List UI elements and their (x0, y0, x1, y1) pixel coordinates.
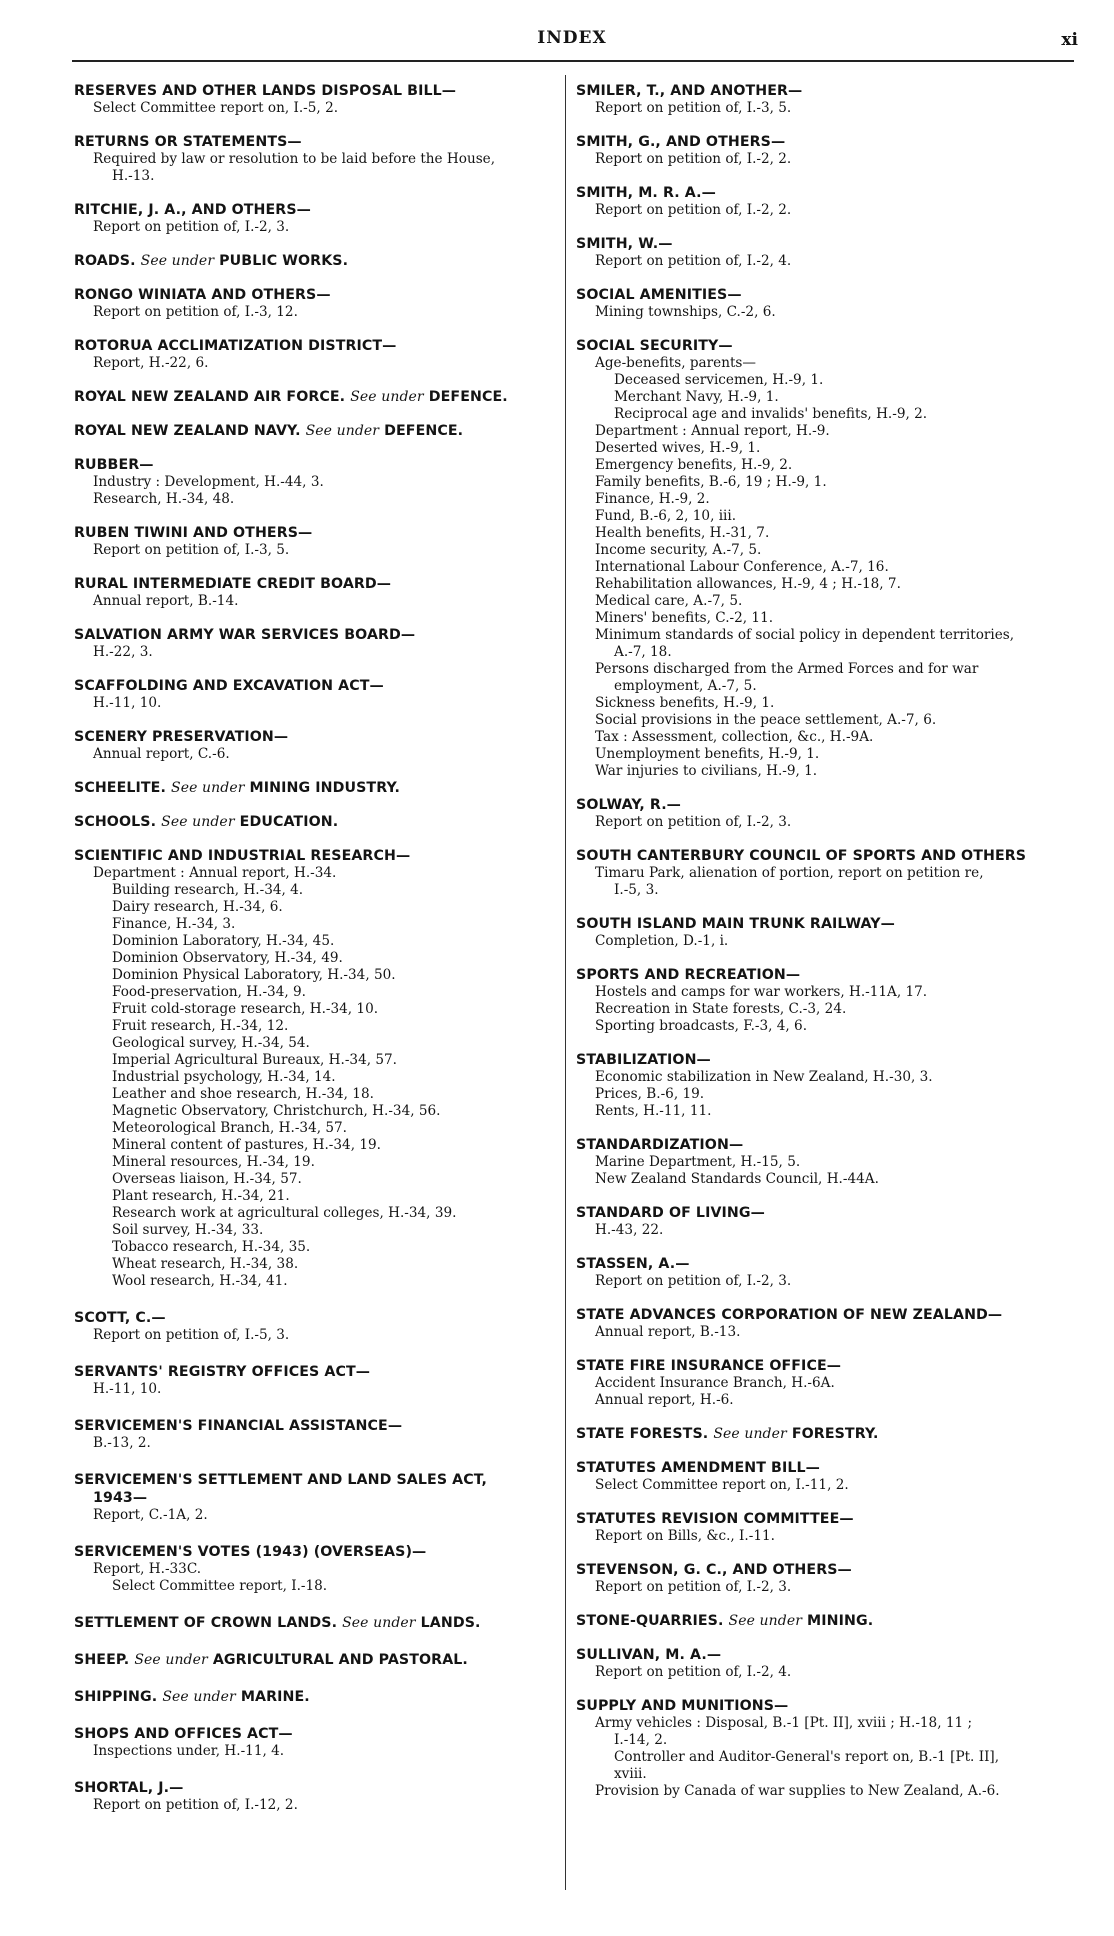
heading-text: STANDARDIZATION— (576, 1137, 744, 1153)
index-entry (74, 252, 556, 270)
entry-line: Annual report, H.-6. (595, 1392, 734, 1408)
heading-text: SETTLEMENT OF CROWN LANDS. (74, 1615, 338, 1631)
left-column (74, 82, 556, 1830)
entry-line: Building research, H.-34, 4. (112, 882, 304, 898)
entry-line: H.-22, 3. (93, 644, 153, 660)
cross-reference-target: AGRICULTURAL AND PASTORAL. (212, 1652, 468, 1668)
entry-heading (74, 677, 556, 695)
index-entry (576, 82, 1056, 117)
index-entry (74, 286, 556, 321)
entry-line: Imperial Agricultural Bureaux, H.-34, 57. (112, 1052, 397, 1068)
heading-text: SUPPLY AND MUNITIONS— (576, 1698, 789, 1714)
entry-heading (576, 1612, 1056, 1630)
cross-reference-target: LANDS. (420, 1615, 481, 1631)
entry-heading (576, 796, 1056, 814)
heading-text: SCIENTIFIC AND INDUSTRIAL RESEARCH— (74, 848, 411, 864)
entry-line: Accident Insurance Branch, H.-6A. (595, 1375, 835, 1391)
entry-line: employment, A.-7, 5. (614, 678, 757, 694)
entry-line: Research, H.-34, 48. (93, 491, 235, 507)
heading-text: STANDARD OF LIVING— (576, 1205, 765, 1221)
entry-line: Emergency benefits, H.-9, 2. (595, 457, 793, 473)
entry-line: Report on petition of, I.-2, 4. (595, 253, 792, 269)
index-entry (74, 813, 556, 831)
entry-heading (576, 1306, 1056, 1324)
index-entry (74, 677, 556, 712)
entry-line: Report, C.-1A, 2. (93, 1507, 208, 1523)
entry-heading (74, 1651, 556, 1669)
heading-text: SHOPS AND OFFICES ACT— (74, 1726, 293, 1742)
heading-text: SPORTS AND RECREATION— (576, 967, 801, 983)
index-entry (576, 1561, 1056, 1596)
entry-heading (74, 1725, 556, 1743)
entry-line: Fruit research, H.-34, 12. (112, 1018, 289, 1034)
entry-line: Report on petition of, I.-12, 2. (93, 1797, 298, 1813)
heading-text: SCHEELITE. (74, 780, 166, 796)
entry-line: Sickness benefits, H.-9, 1. (595, 695, 775, 711)
entry-line: Geological survey, H.-34, 54. (112, 1035, 310, 1051)
heading-text: SOLWAY, R.— (576, 797, 681, 813)
entry-line: Persons discharged from the Armed Forces and for war (595, 661, 979, 677)
index-entry (576, 235, 1056, 270)
entry-heading (74, 728, 556, 746)
entry-line: Inspections under, H.-11, 4. (93, 1743, 285, 1759)
heading-text: STATE FIRE INSURANCE OFFICE— (576, 1358, 842, 1374)
index-entry (74, 388, 556, 406)
entry-heading (74, 388, 556, 406)
entry-line: Annual report, B.-13. (595, 1324, 741, 1340)
heading-text: SCOTT, C.— (74, 1310, 166, 1326)
entry-heading (74, 524, 556, 542)
entry-heading (576, 1255, 1056, 1273)
index-entry (74, 422, 556, 440)
entry-heading (74, 133, 556, 151)
entry-line: H.-13. (112, 168, 155, 184)
index-entry (74, 847, 556, 1290)
entry-line: Economic stabilization in New Zealand, H.-30, 3. (595, 1069, 933, 1085)
entry-line: Medical care, A.-7, 5. (595, 593, 743, 609)
entry-heading (74, 1363, 556, 1381)
entry-line: Industrial psychology, H.-34, 14. (112, 1069, 336, 1085)
index-entry (74, 1779, 556, 1814)
entry-line: Wool research, H.-34, 41. (112, 1273, 288, 1289)
index-entry (74, 1651, 556, 1669)
entry-line: H.-11, 10. (93, 1381, 162, 1397)
entry-line: Dominion Observatory, H.-34, 49. (112, 950, 343, 966)
entry-line: Soil survey, H.-34, 33. (112, 1222, 264, 1238)
entry-line: Minimum standards of social policy in dependent territories, (595, 627, 1015, 643)
see-under-text: See under (162, 1689, 236, 1705)
entry-line: Rents, H.-11, 11. (595, 1103, 712, 1119)
entry-line: Hostels and camps for war workers, H.-11A, 17. (595, 984, 928, 1000)
entry-line: Finance, H.-34, 3. (112, 916, 236, 932)
entry-heading (74, 1309, 556, 1327)
entry-line: Select Committee report on, I.-5, 2. (93, 100, 339, 116)
heading-text: SERVICEMEN'S SETTLEMENT AND LAND SALES ACT, (74, 1472, 488, 1488)
entry-line: Wheat research, H.-34, 38. (112, 1256, 299, 1272)
index-entry (576, 1357, 1056, 1409)
heading-text: STATUTES REVISION COMMITTEE— (576, 1511, 854, 1527)
entry-heading (74, 1543, 556, 1561)
entry-heading (74, 286, 556, 304)
heading-text: STABILIZATION— (576, 1052, 711, 1068)
heading-text: SHIPPING. (74, 1689, 158, 1705)
entry-heading (74, 1688, 556, 1706)
entry-heading (576, 1561, 1056, 1579)
entry-heading (576, 286, 1056, 304)
entry-heading (576, 235, 1056, 253)
entry-line: Dominion Physical Laboratory, H.-34, 50. (112, 967, 396, 983)
heading-text: SCENERY PRESERVATION— (74, 729, 289, 745)
entry-line: Mineral resources, H.-34, 19. (112, 1154, 315, 1170)
entry-heading (576, 1051, 1056, 1069)
index-entry (74, 1614, 556, 1632)
heading-text: ROADS. (74, 253, 136, 269)
entry-line: Dominion Laboratory, H.-34, 45. (112, 933, 335, 949)
entry-heading (576, 133, 1056, 151)
heading-text: ROTORUA ACCLIMATIZATION DISTRICT— (74, 338, 397, 354)
entry-heading (576, 1136, 1056, 1154)
index-entry (74, 1543, 556, 1595)
entry-heading (576, 1425, 1056, 1443)
index-entry (74, 1725, 556, 1760)
entry-line: Recreation in State forests, C.-3, 24. (595, 1001, 847, 1017)
entry-line: I.-14, 2. (614, 1732, 668, 1748)
entry-heading (576, 1459, 1056, 1477)
entry-line: Overseas liaison, H.-34, 57. (112, 1171, 302, 1187)
entry-heading (74, 1614, 556, 1632)
index-entry (576, 1459, 1056, 1494)
entry-line: Marine Department, H.-15, 5. (595, 1154, 801, 1170)
heading-text: SHORTAL, J.— (74, 1780, 184, 1796)
heading-text: SMITH, W.— (576, 236, 673, 252)
entry-line: Army vehicles : Disposal, B.-1 [Pt. II], xviii ; H.-18, 11 ; (595, 1715, 973, 1731)
entry-heading (74, 1417, 556, 1435)
heading-text: SERVICEMEN'S VOTES (1943) (OVERSEAS)— (74, 1544, 427, 1560)
see-under-text: See under (728, 1613, 802, 1629)
cross-reference-target: MARINE. (240, 1689, 310, 1705)
entry-heading (74, 456, 556, 474)
heading-text: SCAFFOLDING AND EXCAVATION ACT— (74, 678, 384, 694)
entry-line: Deceased servicemen, H.-9, 1. (614, 372, 824, 388)
entry-line: Research work at agricultural colleges, H.-34, 39. (112, 1205, 457, 1221)
index-entry (576, 286, 1056, 321)
entry-line: Family benefits, B.-6, 19 ; H.-9, 1. (595, 474, 827, 490)
index-entry (74, 456, 556, 508)
entry-line: Department : Annual report, H.-9. (595, 423, 830, 439)
entry-line: Completion, D.-1, i. (595, 933, 729, 949)
index-entry (74, 1688, 556, 1706)
entry-line: Select Committee report, I.-18. (112, 1578, 328, 1594)
entry-line: Report on petition of, I.-2, 3. (595, 814, 792, 830)
cross-reference-target: PUBLIC WORKS. (219, 253, 349, 269)
heading-text: STASSEN, A.— (576, 1256, 690, 1272)
entry-line: Report on petition of, I.-2, 2. (595, 202, 792, 218)
heading-text: SMITH, M. R. A.— (576, 185, 716, 201)
heading-text: STATUTES AMENDMENT BILL— (576, 1460, 820, 1476)
entry-heading (74, 422, 556, 440)
entry-line: B.-13, 2. (93, 1435, 151, 1451)
entry-line: Report, H.-22, 6. (93, 355, 209, 371)
see-under-text: See under (305, 423, 380, 439)
entry-line: International Labour Conference, A.-7, 16. (595, 559, 889, 575)
heading-text: SHEEP. (74, 1652, 130, 1668)
heading-text: SMITH, G., AND OTHERS— (576, 134, 786, 150)
entry-line: Miners' benefits, C.-2, 11. (595, 610, 774, 626)
index-entry (576, 1255, 1056, 1290)
entry-line: Merchant Navy, H.-9, 1. (614, 389, 779, 405)
entry-heading (74, 1779, 556, 1797)
heading-text: STATE FORESTS. (576, 1426, 709, 1442)
entry-line: Report on petition of, I.-3, 12. (93, 304, 298, 320)
heading-text: RESERVES AND OTHER LANDS DISPOSAL BILL— (74, 83, 457, 99)
entry-heading (74, 847, 556, 865)
cross-reference-target: MINING INDUSTRY. (249, 780, 400, 796)
entry-heading (576, 1510, 1056, 1528)
entry-line: Report on petition of, I.-5, 3. (93, 1327, 290, 1343)
entry-line: Meteorological Branch, H.-34, 57. (112, 1120, 347, 1136)
index-entry (576, 1306, 1056, 1341)
entry-line: Social provisions in the peace settlement, A.-7, 6. (595, 712, 937, 728)
entry-line: H.-43, 22. (595, 1222, 664, 1238)
cross-reference-target: MINING. (807, 1613, 874, 1629)
entry-heading (576, 1357, 1056, 1375)
entry-heading (74, 575, 556, 593)
entry-line: Fruit cold-storage research, H.-34, 10. (112, 1001, 379, 1017)
heading-text: RETURNS OR STATEMENTS— (74, 134, 302, 150)
entry-line: Report on petition of, I.-2, 3. (595, 1579, 792, 1595)
index-entry (74, 1417, 556, 1452)
entry-line: Industry : Development, H.-44, 3. (93, 474, 324, 490)
index-entry (576, 1136, 1056, 1188)
see-under-text: See under (140, 253, 215, 269)
page-number: xi (1061, 30, 1078, 50)
index-entry (576, 1697, 1056, 1800)
entry-line: War injuries to civilians, H.-9, 1. (595, 763, 818, 779)
index-entry (74, 575, 556, 610)
entry-line: A.-7, 18. (614, 644, 672, 660)
cross-reference-target: DEFENCE. (384, 423, 464, 439)
entry-heading (576, 915, 1056, 933)
heading-text: SALVATION ARMY WAR SERVICES BOARD— (74, 627, 416, 643)
entry-heading (74, 252, 556, 270)
entry-heading (576, 847, 1056, 865)
entry-line: Mineral content of pastures, H.-34, 19. (112, 1137, 381, 1153)
index-entry (576, 133, 1056, 168)
index-entry (74, 133, 556, 185)
entry-line: Report on petition of, I.-2, 3. (595, 1273, 792, 1289)
index-entry (576, 966, 1056, 1035)
entry-line: Report, H.-33C. (93, 1561, 202, 1577)
entry-line: Fund, B.-6, 2, 10, iii. (595, 508, 737, 524)
entry-line: Provision by Canada of war supplies to New Zealand, A.-6. (595, 1783, 1000, 1799)
entry-heading (74, 1471, 556, 1489)
index-entry (74, 1471, 556, 1524)
entry-heading (74, 337, 556, 355)
entry-line: Annual report, B.-14. (93, 593, 239, 609)
entry-line: Report on Bills, &c., I.-11. (595, 1528, 775, 1544)
index-entry (576, 1612, 1056, 1630)
see-under-text: See under (350, 389, 424, 405)
entry-line: H.-11, 10. (93, 695, 162, 711)
index-entry (576, 1204, 1056, 1239)
see-under-text: See under (171, 780, 245, 796)
entry-heading (576, 82, 1056, 100)
column-divider (565, 75, 566, 1890)
cross-reference-target: DEFENCE. (428, 389, 508, 405)
heading-text: SULLIVAN, M. A.— (576, 1647, 722, 1663)
header-rule (72, 60, 1074, 62)
entry-line: Report on petition of, I.-2, 2. (595, 151, 792, 167)
page-title: INDEX (537, 28, 607, 48)
cross-reference-target: FORESTRY. (791, 1426, 879, 1442)
entry-line: Magnetic Observatory, Christchurch, H.-34, 56. (112, 1103, 441, 1119)
entry-line: Controller and Auditor-General's report on, B.-1 [Pt. II], (614, 1749, 1000, 1765)
entry-heading (74, 813, 556, 831)
index-entry (576, 796, 1056, 831)
entry-heading (576, 1204, 1056, 1222)
entry-line: Report on petition of, I.-3, 5. (595, 100, 792, 116)
see-under-text: See under (342, 1615, 416, 1631)
entry-line: Food-preservation, H.-34, 9. (112, 984, 306, 1000)
entry-heading (74, 626, 556, 644)
index-entry (576, 847, 1056, 899)
see-under-text: See under (161, 814, 235, 830)
heading-text: ROYAL NEW ZEALAND AIR FORCE. (74, 389, 346, 405)
entry-line: Reciprocal age and invalids' benefits, H.-9, 2. (614, 406, 928, 422)
entry-line: I.-5, 3. (614, 882, 659, 898)
index-entry (74, 524, 556, 559)
entry-line: Report on petition of, I.-3, 5. (93, 542, 290, 558)
entry-heading (74, 779, 556, 797)
index-entry (74, 779, 556, 797)
entry-line: Deserted wives, H.-9, 1. (595, 440, 761, 456)
entry-line: Tobacco research, H.-34, 35. (112, 1239, 311, 1255)
entry-heading (576, 337, 1056, 355)
entry-line: Sporting broadcasts, F.-3, 4, 6. (595, 1018, 808, 1034)
entry-line: New Zealand Standards Council, H.-44A. (595, 1171, 879, 1187)
entry-heading (576, 1697, 1056, 1715)
heading-text: STONE-QUARRIES. (576, 1613, 724, 1629)
entry-line: Required by law or resolution to be laid before the House, (93, 151, 496, 167)
index-entry (74, 1309, 556, 1344)
entry-line: Finance, H.-9, 2. (595, 491, 710, 507)
index-entry (74, 337, 556, 372)
heading-text: STATE ADVANCES CORPORATION OF NEW ZEALAND— (576, 1307, 1003, 1323)
heading-text: RURAL INTERMEDIATE CREDIT BOARD— (74, 576, 392, 592)
heading-text: SERVANTS' REGISTRY OFFICES ACT— (74, 1364, 371, 1380)
index-entry (576, 1051, 1056, 1120)
index-entry (74, 201, 556, 236)
entry-line: Unemployment benefits, H.-9, 1. (595, 746, 820, 762)
heading-text: RITCHIE, J. A., AND OTHERS— (74, 202, 311, 218)
entry-line: Report on petition of, I.-2, 4. (595, 1664, 792, 1680)
index-entry (576, 1646, 1056, 1681)
heading-text: SOCIAL SECURITY— (576, 338, 733, 354)
entry-line: xviii. (614, 1766, 647, 1782)
entry-line: Rehabilitation allowances, H.-9, 4 ; H.-18, 7. (595, 576, 901, 592)
index-entry (576, 1425, 1056, 1443)
index-entry (576, 184, 1056, 219)
entry-line: Plant research, H.-34, 21. (112, 1188, 290, 1204)
entry-heading (74, 201, 556, 219)
entry-line: Prices, B.-6, 19. (595, 1086, 705, 1102)
entry-line: Income security, A.-7, 5. (595, 542, 762, 558)
heading-text: SOUTH ISLAND MAIN TRUNK RAILWAY— (576, 916, 895, 932)
heading-text: RUBBER— (74, 457, 154, 473)
index-entry (74, 626, 556, 661)
entry-line: Select Committee report on, I.-11, 2. (595, 1477, 849, 1493)
index-entry (74, 1363, 556, 1398)
entry-line: Department : Annual report, H.-34. (93, 865, 337, 881)
cross-reference-target: EDUCATION. (239, 814, 339, 830)
see-under-text: See under (134, 1652, 208, 1668)
heading-text: STEVENSON, G. C., AND OTHERS— (576, 1562, 852, 1578)
heading-text: SOUTH CANTERBURY COUNCIL OF SPORTS AND OTHERS (576, 848, 1027, 864)
entry-heading (74, 82, 556, 100)
heading-continuation: 1943— (93, 1490, 148, 1506)
see-under-text: See under (713, 1426, 787, 1442)
index-entry (74, 728, 556, 763)
heading-text: SMILER, T., AND ANOTHER— (576, 83, 803, 99)
index-entry (576, 1510, 1056, 1545)
index-entry (74, 82, 556, 117)
entry-line: Leather and shoe research, H.-34, 18. (112, 1086, 374, 1102)
entry-line: Health benefits, H.-31, 7. (595, 525, 770, 541)
entry-line: Age-benefits, parents— (595, 355, 756, 371)
heading-text: RUBEN TIWINI AND OTHERS— (74, 525, 313, 541)
index-entry (576, 915, 1056, 950)
entry-line: Dairy research, H.-34, 6. (112, 899, 283, 915)
heading-text: SOCIAL AMENITIES— (576, 287, 742, 303)
entry-line: Tax : Assessment, collection, &c., H.-9A. (595, 729, 874, 745)
heading-text: SCHOOLS. (74, 814, 157, 830)
heading-text: ROYAL NEW ZEALAND NAVY. (74, 423, 301, 439)
entry-line: Annual report, C.-6. (93, 746, 230, 762)
index-entry (576, 337, 1056, 780)
heading-text: RONGO WINIATA AND OTHERS— (74, 287, 331, 303)
entry-line: Timaru Park, alienation of portion, report on petition re, (595, 865, 984, 881)
entry-heading (576, 1646, 1056, 1664)
entry-heading (576, 184, 1056, 202)
entry-heading (576, 966, 1056, 984)
entry-line: Report on petition of, I.-2, 3. (93, 219, 290, 235)
entry-line: Mining townships, C.-2, 6. (595, 304, 776, 320)
right-column (576, 82, 1056, 1816)
heading-text: SERVICEMEN'S FINANCIAL ASSISTANCE— (74, 1418, 403, 1434)
